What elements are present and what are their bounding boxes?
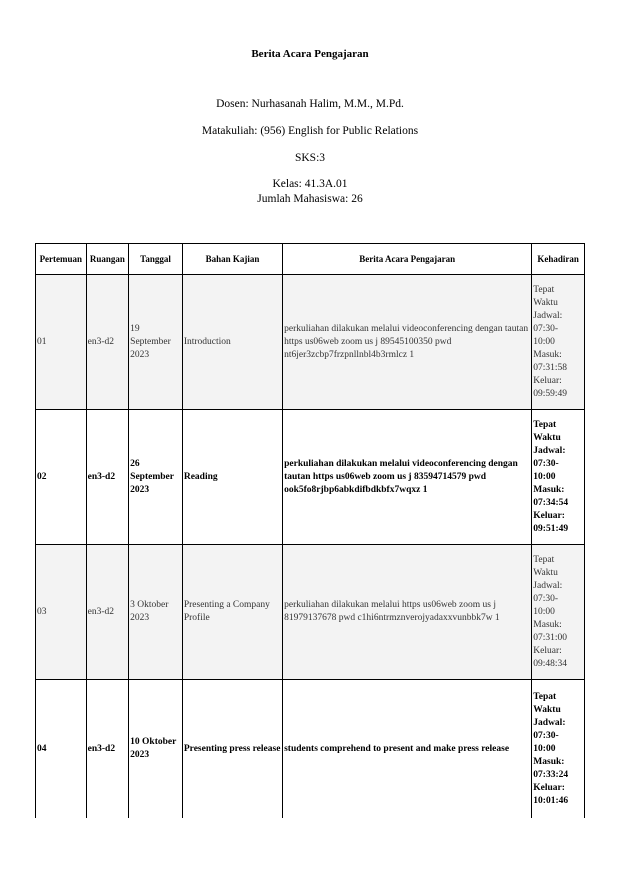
attendance-line: Masuk: (533, 619, 562, 630)
attendance-line: 10:00 (533, 606, 555, 617)
attendance-line: Masuk: (533, 484, 565, 495)
table-row (36, 680, 585, 819)
cell-berita-acara: perkuliahan dilakukan melalui https us06web zoom us j 81979137678 pwd c1hi6ntrmznverojyadaxxvunbbk7w 1 (283, 545, 532, 680)
cell-kehadiran (532, 410, 585, 545)
header-tanggal: Tanggal (129, 244, 183, 275)
attendance-line: Jadwal: (533, 580, 563, 591)
attendance-line: Jadwal: (533, 445, 566, 456)
cell-tanggal: 26 September 2023 (129, 410, 183, 545)
attendance-line: Waktu (533, 297, 558, 308)
table-row (36, 275, 585, 410)
attendance-line: Masuk: (533, 756, 565, 767)
cell-tanggal: 3 Oktober 2023 (129, 545, 183, 680)
attendance-line: Waktu (533, 432, 561, 443)
cell-ruangan: en3-d2 (86, 545, 129, 680)
attendance-line: Tepat (533, 284, 555, 295)
attendance-line: Waktu (533, 567, 558, 578)
cell-bahan-kajian: Presenting a Company Profile (182, 545, 282, 680)
cell-pertemuan: 04 (36, 680, 87, 819)
attendance-line: 07:33:24 (533, 769, 569, 780)
attendance-line: Keluar: (533, 645, 562, 656)
cell-tanggal: 19 September 2023 (129, 275, 183, 410)
cell-berita-acara: perkuliahan dilakukan melalui videoconferencing dengan tautan https us06web zoom us j 83594714579 pwd ook5fo8rjbp6abkdifbdkbfx7wqxz 1 (283, 410, 532, 545)
header-berita-acara: Berita Acara Pengajaran (283, 244, 532, 275)
cell-tanggal: 10 Oktober 2023 (129, 680, 183, 819)
cell-berita-acara: perkuliahan dilakukan melalui videoconferencing dengan tautan https us06web zoom us j 89545100350 pwd nt6jer3zcbp7frzpnllnbl4b3rmlcz 1 (283, 275, 532, 410)
table-row (36, 545, 585, 680)
attendance-line: 07:30- (533, 730, 559, 741)
table-row (36, 410, 585, 545)
cell-ruangan: en3-d2 (86, 410, 129, 545)
attendance-line: 09:59:49 (533, 388, 568, 399)
cell-pertemuan: 03 (36, 545, 87, 680)
header-pertemuan: Pertemuan (36, 244, 87, 275)
attendance-line: Waktu (533, 704, 561, 715)
class-line: Kelas: 41.3A.01 (272, 178, 348, 190)
cell-bahan-kajian: Presenting press release (182, 680, 282, 819)
attendance-line: 09:48:34 (533, 658, 568, 669)
table-header-row (36, 244, 585, 275)
attendance-line: 07:31:58 (533, 362, 568, 373)
cell-berita-acara: students comprehend to present and make press release (283, 680, 532, 819)
attendance-line: 10:00 (533, 743, 556, 754)
attendance-line: 07:34:54 (533, 497, 569, 508)
cell-bahan-kajian: Introduction (182, 275, 282, 410)
cell-bahan-kajian: Reading (182, 410, 282, 545)
attendance-line: Keluar: (533, 782, 565, 793)
attendance-line: Masuk: (533, 349, 562, 360)
cell-kehadiran (532, 680, 585, 819)
attendance-line: 07:30- (533, 458, 559, 469)
lecturer-line: Dosen: Nurhasanah Halim, M.M., M.Pd. (216, 98, 404, 110)
attendance-line: Jadwal: (533, 310, 563, 321)
header-bahan-kajian: Bahan Kajian (182, 244, 282, 275)
attendance-line: Keluar: (533, 510, 565, 521)
attendance-line: 07:30- (533, 593, 559, 604)
attendance-line: 07:31:00 (533, 632, 568, 643)
attendance-line: 09:51:49 (533, 523, 569, 534)
header-ruangan: Ruangan (86, 244, 129, 275)
attendance-line: Jadwal: (533, 717, 566, 728)
cell-ruangan: en3-d2 (86, 275, 129, 410)
attendance-line: Tepat (533, 691, 557, 702)
cell-pertemuan: 01 (36, 275, 87, 410)
attendance-line: 10:01:46 (533, 795, 569, 806)
document-title: Berita Acara Pengajaran (251, 48, 369, 60)
attendance-line: Keluar: (533, 375, 562, 386)
credits-line: SKS:3 (294, 152, 326, 164)
cell-ruangan: en3-d2 (86, 680, 129, 819)
header-kehadiran: Kehadiran (532, 244, 585, 275)
cell-kehadiran (532, 545, 585, 680)
attendance-line: 10:00 (533, 471, 556, 482)
attendance-line: Tepat (533, 554, 555, 565)
course-line: Matakuliah: (956) English for Public Relations (201, 125, 419, 137)
cell-kehadiran (532, 275, 585, 410)
attendance-line: 07:30- (533, 323, 559, 334)
attendance-line: Tepat (533, 419, 557, 430)
teaching-record-table (35, 243, 585, 818)
cell-pertemuan: 02 (36, 410, 87, 545)
attendance-line: 10:00 (533, 336, 555, 347)
student-count-line: Jumlah Mahasiswa: 26 (257, 193, 363, 205)
